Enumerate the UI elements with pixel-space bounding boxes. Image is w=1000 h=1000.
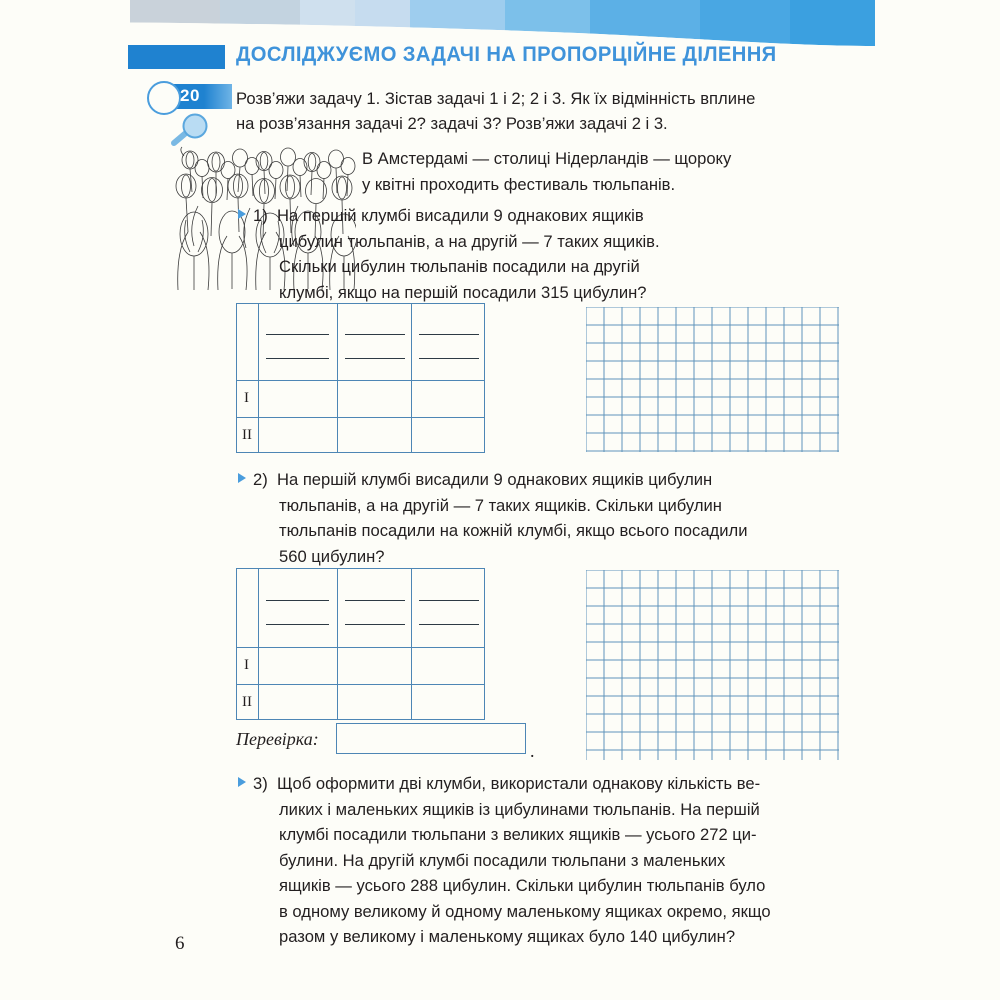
- task-instruction-line: на розв’язання задачі 2? задачі 3? Розв’яжи задачі 2 і 3.: [236, 114, 668, 133]
- section-header: [128, 44, 888, 74]
- problem-line: ящиків — усього 288 цибулин. Скільки цибулин тюльпанів було: [279, 876, 766, 895]
- task-badge-rect-fade: [204, 84, 232, 109]
- problem-marker: 2) На першій клумбі висадили 9 однакових ящиків цибулин: [253, 470, 713, 489]
- band-curve-mask: [0, 0, 1000, 46]
- problem-line: разом у великому і маленькому ящиках було 140 цибулин?: [279, 927, 736, 946]
- bullet-triangle-icon: [238, 777, 246, 787]
- table-row-label: I: [244, 657, 249, 673]
- problem-line: булини. На другій клумбі посадили тюльпани з маленьких: [279, 850, 726, 870]
- graph-paper-2[interactable]: [586, 570, 839, 760]
- problem-line: тюльпанів посадили на кожній клумбі, якщо всього посадили: [279, 521, 748, 540]
- problem-marker: 1) На першій клумбі висадили 9 однакових ящиків: [253, 206, 644, 225]
- table-row-label: II: [242, 427, 252, 443]
- graph-paper-1[interactable]: [586, 307, 839, 452]
- problem-line: тюльпанів, а на другій — 7 таких ящиків. Скільки цибулин: [279, 495, 722, 515]
- table-2[interactable]: [236, 568, 485, 720]
- problem-line: клумбі посадили тюльпани з великих ящиків — усього 272 ци-: [279, 825, 757, 844]
- intro-paragraph: [362, 146, 867, 197]
- table-row-label: II: [242, 694, 252, 710]
- problem-line: 560 цибулин?: [279, 546, 385, 566]
- task-instruction-line: Розв’яжи задачу 1. Зістав задачі 1 і 2; 2 і 3. Як їх відмінність вплине: [236, 89, 756, 108]
- check-trailing-punctuation: .: [530, 741, 535, 761]
- bullet-triangle-icon: [238, 473, 246, 483]
- page-title: ДОСЛІДЖУЄМО ЗАДАЧІ НА ПРОПОРЦІЙНЕ ДІЛЕННЯ: [236, 42, 777, 66]
- task-badge-circle: [147, 81, 181, 115]
- table-row-label: I: [244, 390, 249, 406]
- problem-2: [253, 467, 868, 569]
- problem-line: ликих і маленьких ящиків із цибулинами тюльпанів. На першій: [279, 799, 760, 819]
- intro-line: В Амстердамі — столиці Нідерландів — щороку: [362, 149, 732, 168]
- table-1[interactable]: [236, 303, 485, 453]
- check-row: [236, 723, 556, 761]
- problem-marker: 3) Щоб оформити дві клумби, використали однакову кількість ве-: [253, 774, 761, 793]
- bullet-triangle-icon: [238, 209, 246, 219]
- problem-line: цибулин тюльпанів, а на другій — 7 таких ящиків.: [279, 231, 660, 251]
- magnifier-icon: [168, 112, 214, 150]
- page-number: 6: [175, 933, 185, 954]
- decorative-top-band: [0, 0, 1000, 46]
- problem-line: Скільки цибулин тюльпанів посадили на другій: [279, 257, 640, 276]
- check-label: Перевірка:: [236, 729, 319, 749]
- problem-3: [253, 771, 868, 950]
- header-accent-swatch: [128, 45, 225, 69]
- check-answer-box[interactable]: [336, 723, 526, 754]
- problem-line: в одному великому й одному маленькому ящиках окремо, якщо: [279, 901, 771, 921]
- problem-line: клумбі, якщо на першій посадили 315 цибулин?: [279, 282, 647, 302]
- intro-line: у квітні проходить фестиваль тюльпанів.: [362, 174, 676, 194]
- problem-1: [253, 203, 868, 305]
- task-instruction: [236, 86, 866, 136]
- task-number: 20: [180, 86, 200, 105]
